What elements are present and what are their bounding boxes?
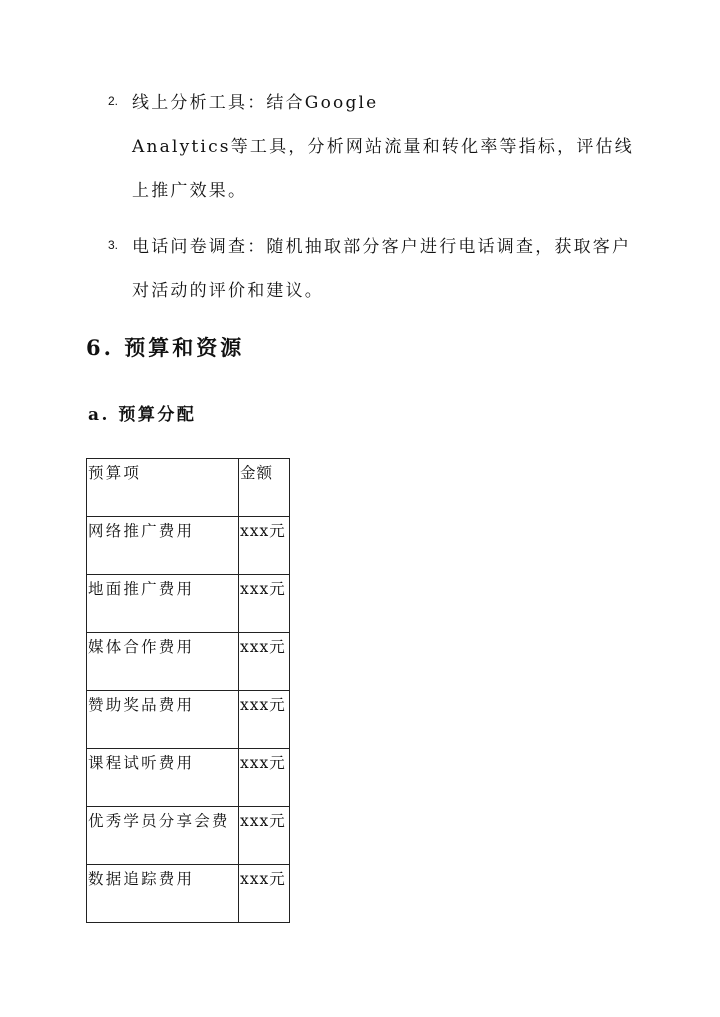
budget-amount-cell: xxx元	[239, 749, 290, 807]
budget-item-cell: 优秀学员分享会费	[87, 807, 239, 865]
list-text-line: 对活动的评价和建议。	[132, 281, 324, 301]
table-header-row	[87, 459, 290, 517]
budget-item-cell: 媒体合作费用	[87, 633, 239, 691]
budget-amount-cell: xxx元	[239, 517, 290, 575]
budget-item-cell: 地面推广费用	[87, 575, 239, 633]
list-text-line: 电话问卷调查：随机抽取部分客户进行电话调查，获取客户	[132, 237, 632, 257]
table-header-amount: 金额	[239, 459, 290, 517]
table-row	[87, 865, 290, 923]
table-row	[87, 807, 290, 865]
table-row	[87, 691, 290, 749]
table-row	[87, 575, 290, 633]
list-number: 3.	[108, 238, 119, 252]
list-text-line: 上推广效果。	[132, 181, 248, 201]
budget-amount-cell: xxx元	[239, 691, 290, 749]
budget-amount-cell: xxx元	[239, 865, 290, 923]
list-text-line: Analytics等工具，分析网站流量和转化率等指标，评估线	[132, 137, 634, 157]
budget-amount-cell: xxx元	[239, 575, 290, 633]
list-text-line: 线上分析工具：结合Google	[132, 93, 379, 113]
budget-item-cell: 网络推广费用	[87, 517, 239, 575]
budget-item-cell: 赞助奖品费用	[87, 691, 239, 749]
table-header-item: 预算项	[87, 459, 239, 517]
budget-amount-cell: xxx元	[239, 633, 290, 691]
budget-item-cell: 课程试听费用	[87, 749, 239, 807]
budget-amount-cell: xxx元	[239, 807, 290, 865]
subsection-heading: a. 预算分配	[88, 405, 197, 425]
table-row	[87, 749, 290, 807]
budget-item-cell: 数据追踪费用	[87, 865, 239, 923]
table-row	[87, 633, 290, 691]
budget-table	[86, 458, 290, 923]
table-row	[87, 517, 290, 575]
list-number: 2.	[108, 94, 119, 108]
section-heading: 6. 预算和资源	[86, 335, 245, 360]
